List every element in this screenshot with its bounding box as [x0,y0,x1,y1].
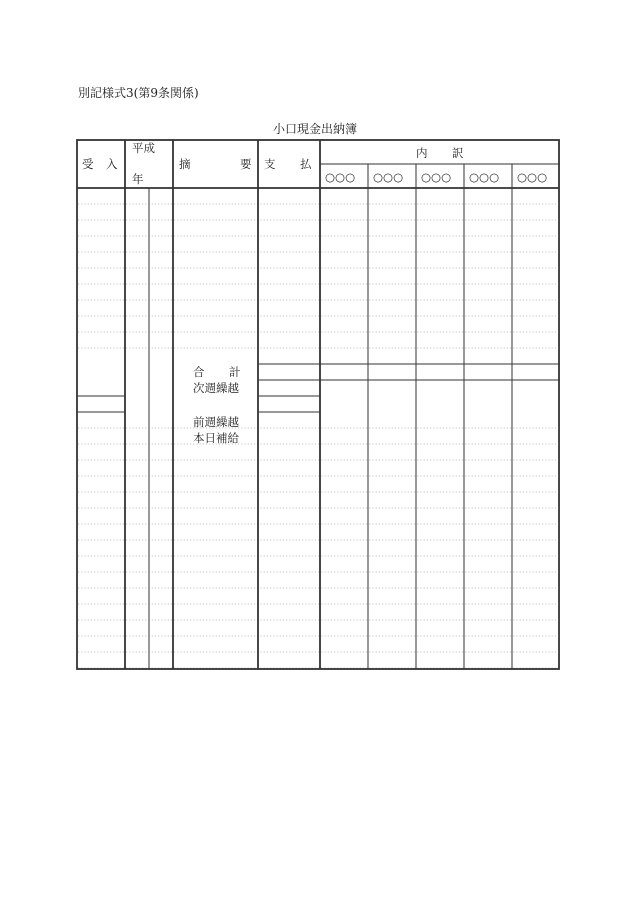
summary-header-1: 摘 [179,157,191,171]
era-header: 平成 [132,141,155,155]
receipt-header-2: 入 [106,157,118,171]
ledger-title: 小口現金出納簿 [272,122,357,136]
payment-header-1: 支 [264,157,276,171]
ruled-lines [78,204,558,668]
breakdown-col-3: ○○○ [421,170,452,184]
breakdown-col-1: ○○○ [325,170,356,184]
body-separators [77,164,559,669]
breakdown-col-4: ○○○ [469,170,500,184]
carry-next-week-label: 次週繰越 [193,381,239,395]
total-label-2: 計 [229,365,241,379]
carry-prev-week-label: 前週繰越 [193,415,239,429]
total-label-1: 合 [193,365,205,379]
breakdown-header-1: 内 [416,146,428,160]
summary-header-2: 要 [240,157,252,171]
breakdown-col-5: ○○○ [517,170,548,184]
receipt-header-1: 受 [82,157,94,171]
replenish-today-label: 本日補給 [193,431,239,445]
breakdown-header-2: 訳 [452,146,464,160]
form-heading: 別記様式3(第9条関係) [78,86,199,100]
year-header: 年 [132,172,144,186]
payment-header-2: 払 [300,157,312,171]
breakdown-col-2: ○○○ [373,170,404,184]
